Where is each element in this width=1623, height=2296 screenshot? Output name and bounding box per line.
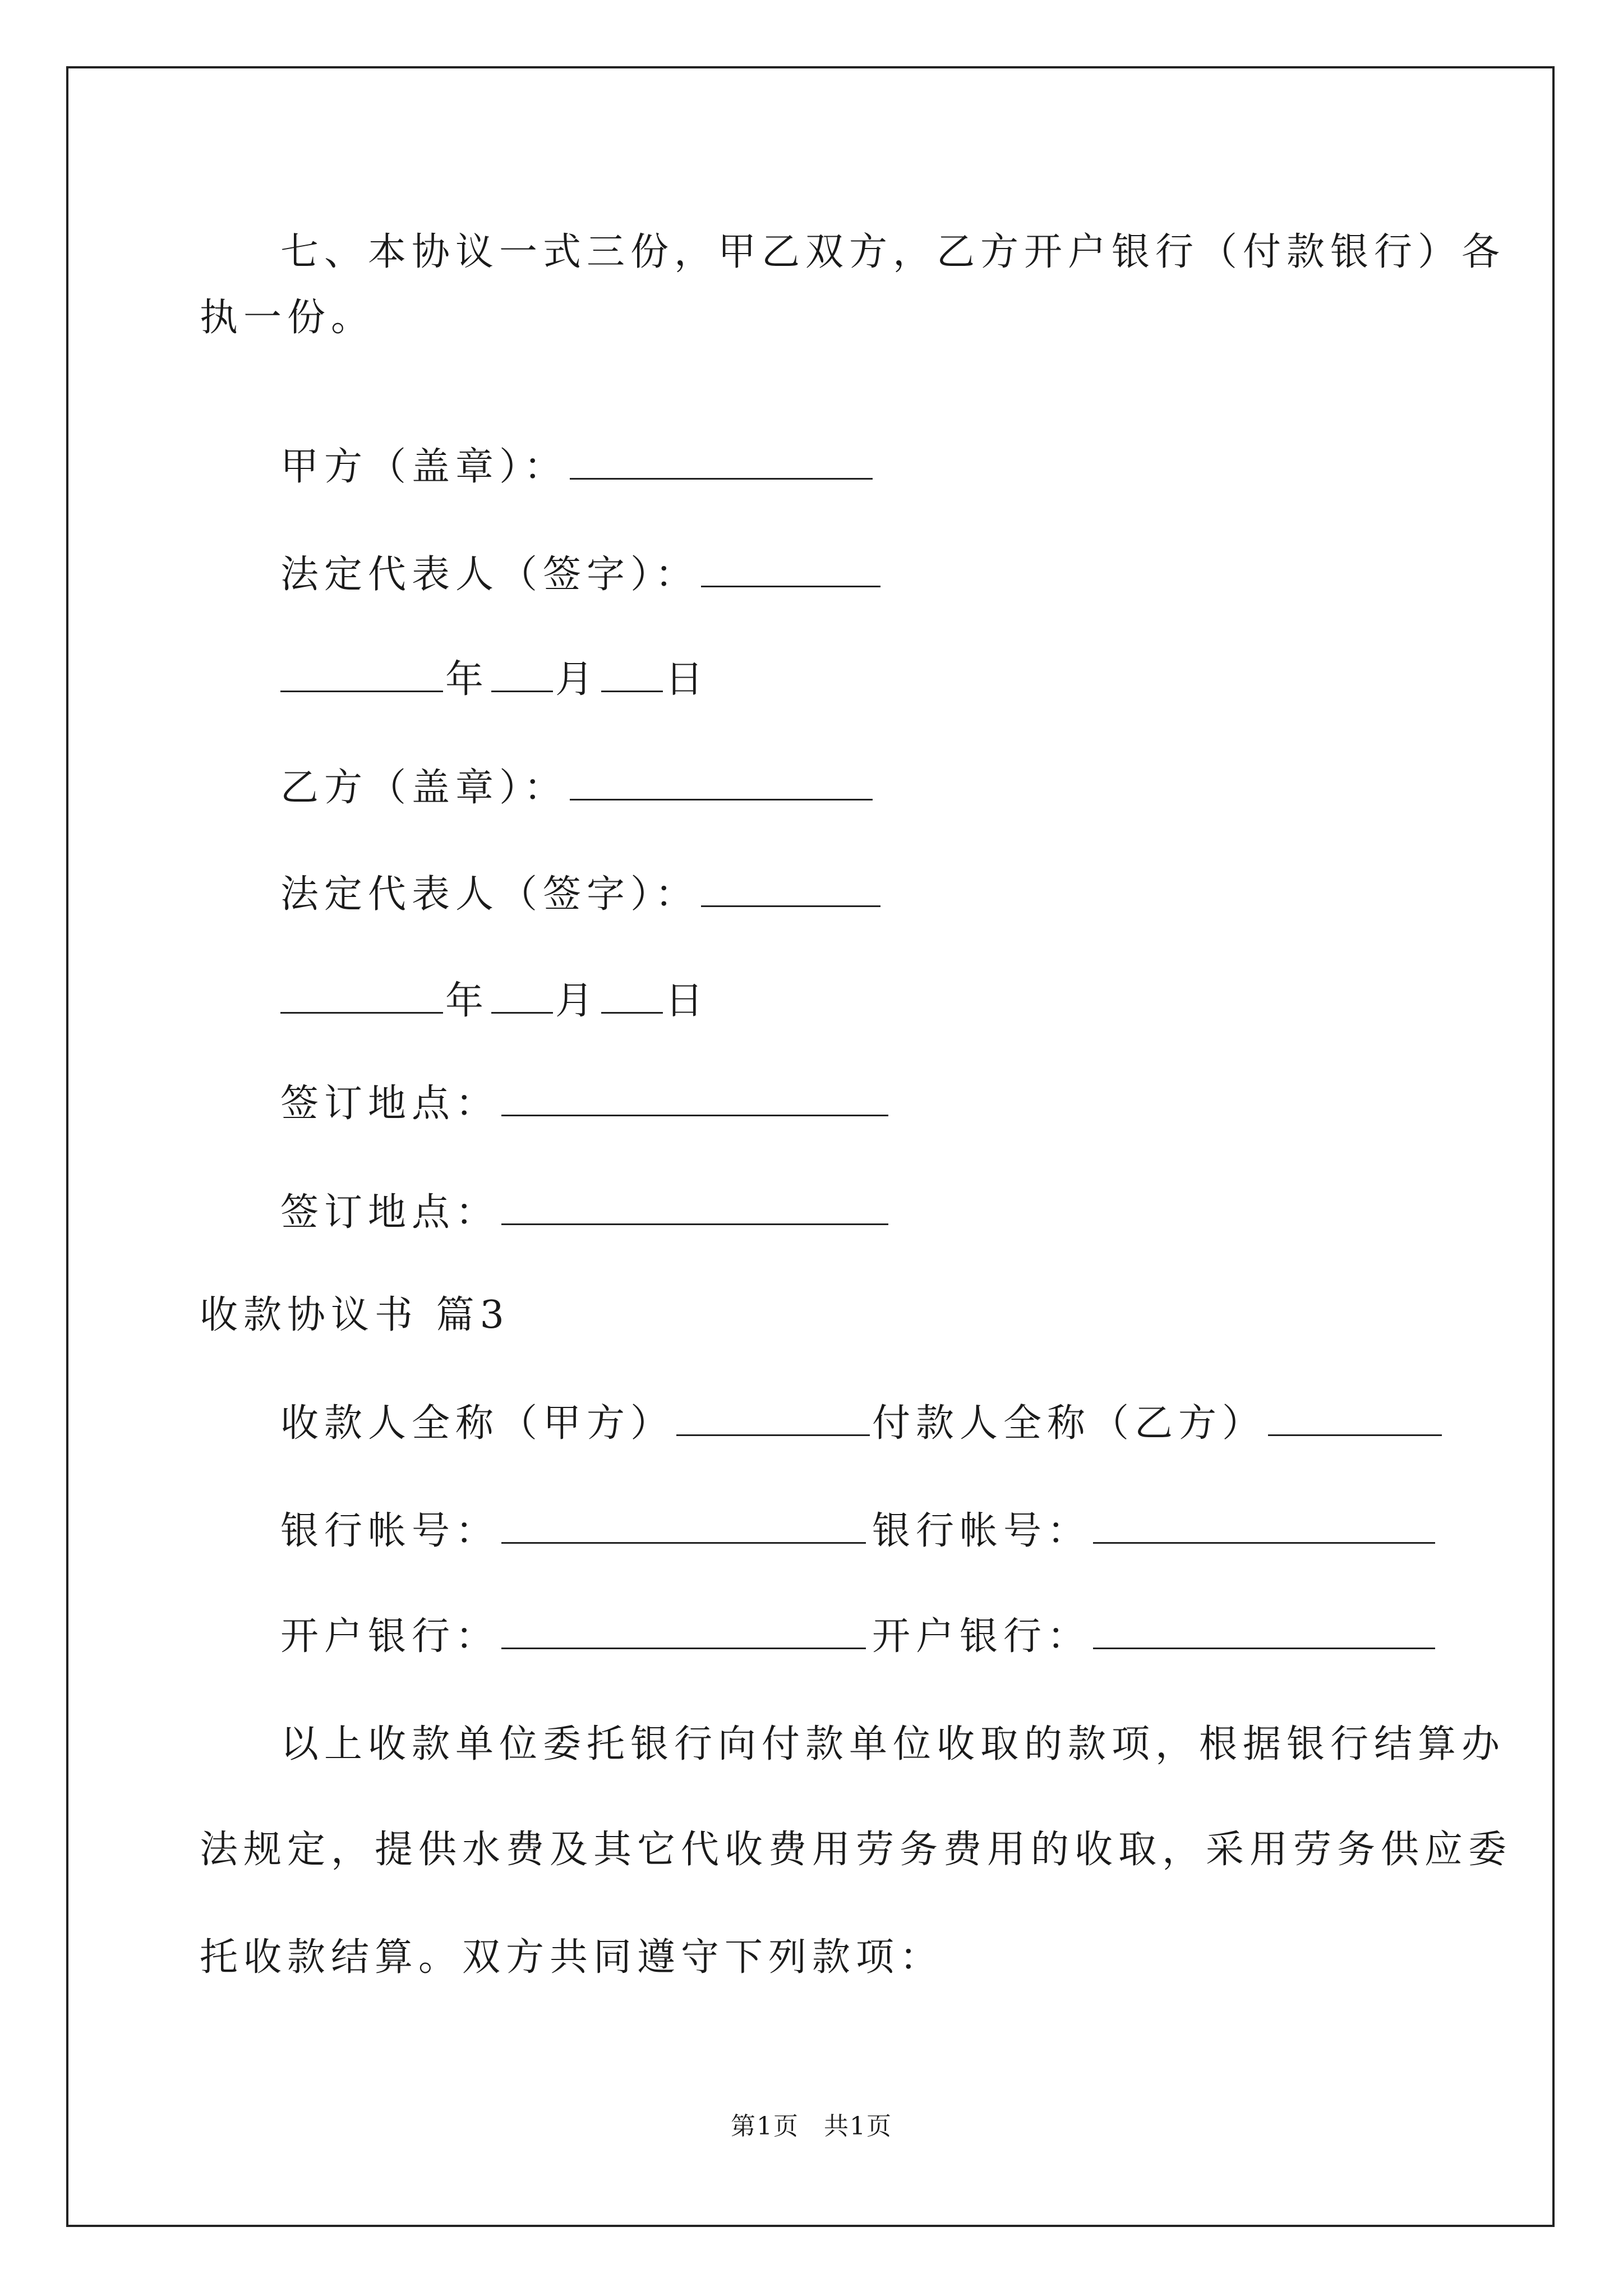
- party-a-seal-blank: [570, 445, 873, 480]
- month-label: 月: [555, 979, 600, 1023]
- payer-name-blank: [1268, 1402, 1442, 1436]
- month-blank: [491, 658, 553, 692]
- page-current: 第1页: [731, 2112, 799, 2141]
- day-blank: [601, 979, 663, 1014]
- day-label: 日: [665, 657, 709, 702]
- sign-place-blank: [501, 1082, 888, 1116]
- sign-place-label: 签订地点：: [280, 1082, 500, 1126]
- page-total: 共1页: [824, 2112, 892, 2141]
- sign-place-label: 签订地点：: [280, 1190, 500, 1235]
- page-border: [66, 66, 1555, 2227]
- body-line-3: 托收款结算。双方共同遵守下列款项：: [200, 1935, 944, 1980]
- payee-name-label: 收款人全称（甲方）: [280, 1401, 675, 1446]
- year-label: 年: [445, 657, 490, 702]
- clause-7-line-1: 七、本协议一式三份，甲乙双方，乙方开户银行（付款银行）各: [280, 230, 1506, 274]
- payee-account-blank: [501, 1510, 866, 1544]
- sign-place-row-1: [280, 1082, 891, 1126]
- payee-account-row: [280, 1509, 868, 1554]
- payer-name-label: 付款人全称（乙方）: [872, 1401, 1266, 1446]
- party-b-rep-label: 法定代表人（签字）：: [280, 872, 699, 917]
- party-a-rep-label: 法定代表人（签字）：: [280, 553, 699, 597]
- payer-account-blank: [1093, 1510, 1435, 1544]
- payer-account-label: 银行帐号：: [872, 1509, 1091, 1553]
- payee-bank-row: [280, 1614, 868, 1659]
- party-b-seal-label: 乙方（盖章）：: [280, 766, 568, 810]
- body-line-1: 以上收款单位委托银行向付款单位收取的款项，根据银行结算办: [280, 1722, 1506, 1766]
- party-a-seal-label: 甲方（盖章）：: [280, 445, 568, 489]
- year-blank: [280, 658, 443, 692]
- payer-bank-row: [872, 1614, 1437, 1659]
- sign-place-row-2: [280, 1190, 891, 1235]
- sign-place-blank: [501, 1191, 888, 1225]
- party-a-seal-row: [280, 445, 875, 490]
- party-a-rep-blank: [701, 553, 880, 587]
- payee-account-label: 银行帐号：: [280, 1509, 500, 1553]
- party-a-date-row: [280, 657, 709, 702]
- party-a-rep-row: [280, 553, 883, 597]
- month-label: 月: [555, 657, 600, 702]
- payee-name-blank: [676, 1402, 870, 1436]
- day-blank: [601, 658, 663, 692]
- page-footer: [0, 2112, 1623, 2141]
- party-b-rep-blank: [701, 873, 880, 907]
- payer-bank-blank: [1093, 1615, 1435, 1649]
- year-label: 年: [445, 979, 490, 1023]
- month-blank: [491, 979, 553, 1014]
- party-b-seal-blank: [570, 766, 873, 800]
- party-b-date-row: [280, 979, 709, 1024]
- year-blank: [280, 979, 443, 1014]
- party-b-seal-row: [280, 766, 875, 811]
- payer-account-row: [872, 1509, 1437, 1554]
- party-b-rep-row: [280, 872, 883, 917]
- payer-name-row: [872, 1401, 1444, 1446]
- payee-name-row: [280, 1401, 872, 1446]
- day-label: 日: [665, 979, 709, 1023]
- payer-bank-label: 开户银行：: [872, 1614, 1091, 1659]
- section-heading: 收款协议书 篇3: [200, 1293, 510, 1337]
- payee-bank-label: 开户银行：: [280, 1614, 500, 1659]
- clause-7-line-2: 执一份。: [200, 296, 375, 340]
- payee-bank-blank: [501, 1615, 866, 1649]
- body-line-2: 法规定，提供水费及其它代收费用劳务费用的收取，采用劳务供应委: [200, 1828, 1513, 1872]
